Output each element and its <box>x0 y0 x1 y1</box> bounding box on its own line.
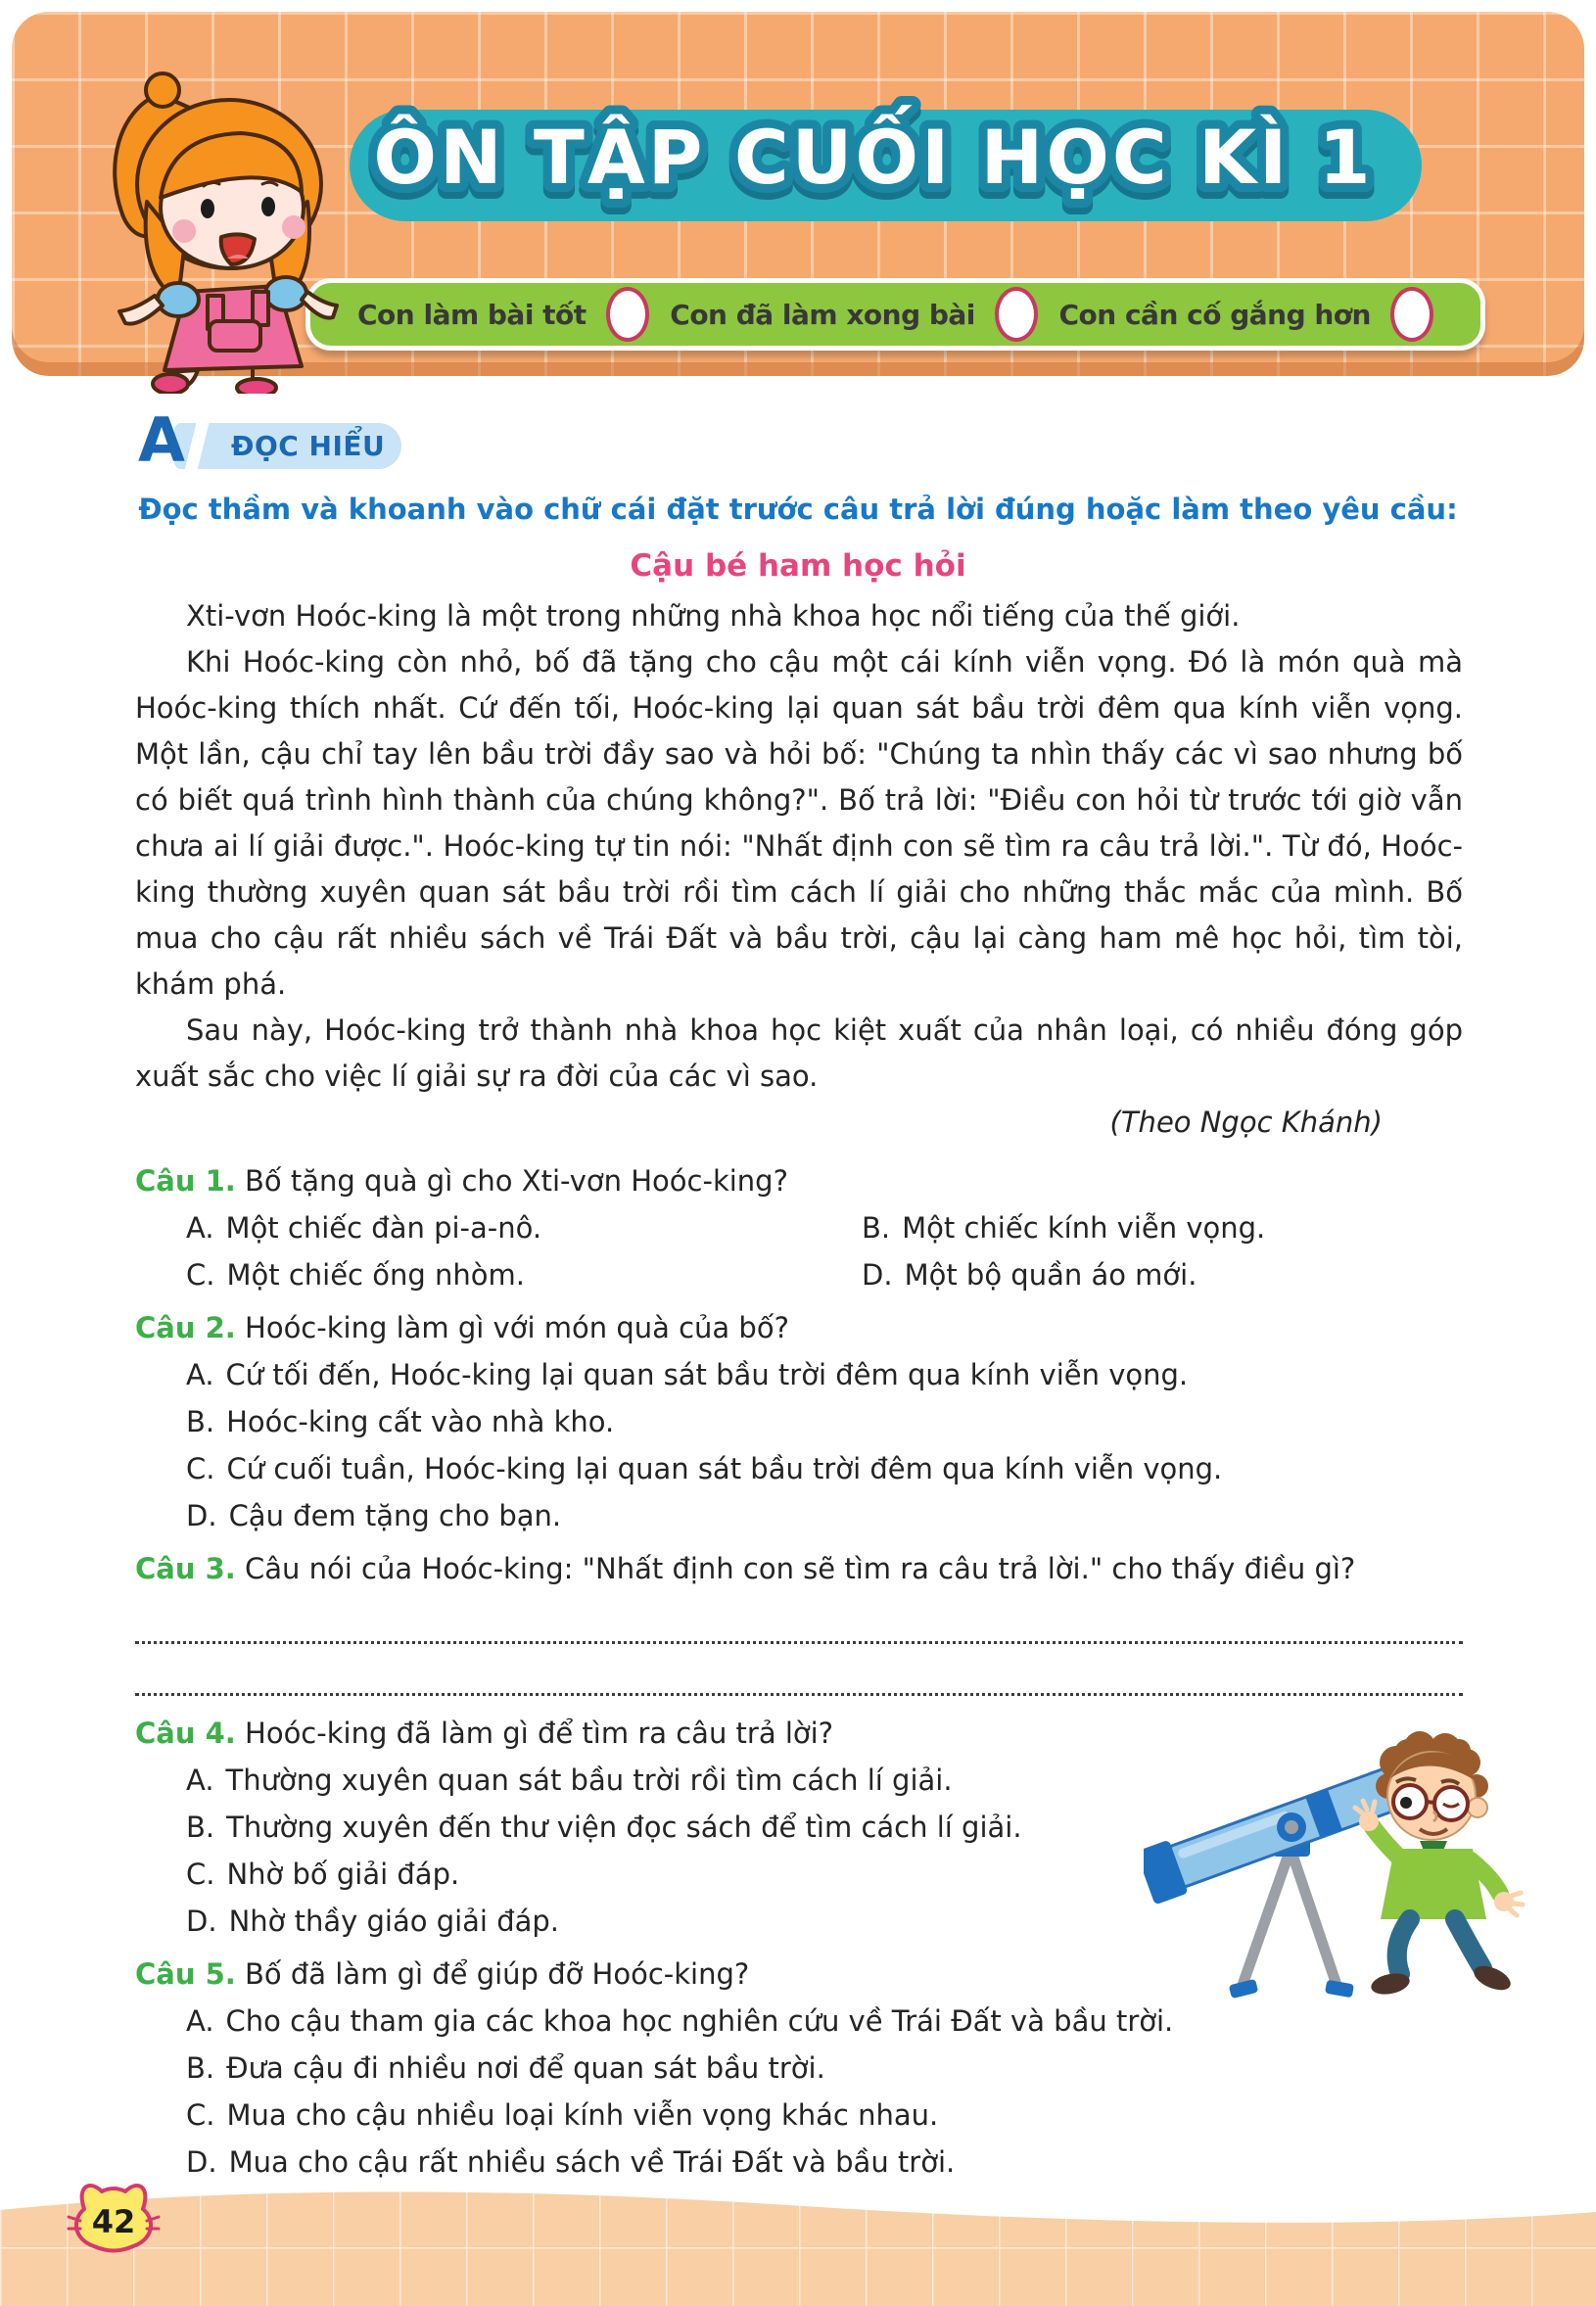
check-item-2 <box>670 287 1038 342</box>
option-text: Một chiếc đàn pi-a-nô. <box>225 1211 542 1245</box>
answer-oval-checkbox[interactable] <box>995 287 1038 342</box>
option-key: A. <box>186 1358 214 1391</box>
section-pill <box>174 423 401 469</box>
option-b[interactable] <box>811 1204 1463 1251</box>
option-key: C. <box>186 1858 215 1891</box>
question-text: Hoóc-king đã làm gì để tìm ra câu trả lời? <box>245 1717 834 1750</box>
option-key: C. <box>186 1452 215 1485</box>
option-c[interactable] <box>135 1445 1463 1492</box>
option-a[interactable] <box>135 1204 811 1251</box>
answer-oval-checkbox[interactable] <box>1390 287 1433 342</box>
option-text: Một chiếc ống nhòm. <box>226 1258 525 1292</box>
option-text: Một chiếc kính viễn vọng. <box>902 1211 1266 1245</box>
section-letter: A <box>138 404 185 476</box>
question-2 <box>135 1304 1463 1539</box>
question-label: Câu 3. <box>135 1552 236 1585</box>
option-key: A. <box>186 1764 214 1797</box>
question-line <box>135 1304 1463 1351</box>
passage-attribution: (Theo Ngọc Khánh) <box>1109 1106 1383 1139</box>
option-a[interactable] <box>135 1351 1463 1398</box>
question-text: Bố tặng quà gì cho Xti-vơn Hoóc-king? <box>245 1164 788 1198</box>
option-text: Cứ cuối tuần, Hoóc-king lại quan sát bầu trời đêm qua kính viễn vọng. <box>226 1452 1223 1485</box>
check-label: Con đã làm xong bài <box>670 298 975 331</box>
option-text: Mua cho cậu rất nhiều sách về Trái Đất và bầu trời. <box>228 2145 956 2179</box>
passage-paragraph: Xti-vơn Hoóc-king là một trong những nhà khoa học nổi tiếng của thế giới. <box>186 599 1241 633</box>
questions <box>135 1157 1463 2191</box>
option-c[interactable] <box>135 1251 811 1298</box>
page-title <box>318 51 1430 266</box>
option-b[interactable] <box>135 2045 1463 2092</box>
option-key: D. <box>186 1499 217 1532</box>
options-list <box>135 1998 1463 2186</box>
instruction-text: Đọc thầm và khoanh vào chữ cái đặt trước câu trả lời đúng hoặc làm theo yêu cầu: <box>138 493 1458 526</box>
question-label: Câu 5. <box>135 1957 236 1991</box>
passage-body <box>135 593 1463 1146</box>
answer-write-line[interactable] <box>135 1654 1463 1696</box>
option-key: B. <box>186 1811 215 1844</box>
progress-check-bar <box>305 278 1485 351</box>
option-key: B. <box>186 1405 215 1438</box>
question-label: Câu 1. <box>135 1164 236 1198</box>
answer-write-line[interactable] <box>135 1602 1463 1644</box>
footer-wave <box>0 2187 1596 2306</box>
options-list <box>135 1204 1463 1298</box>
question-line <box>135 1545 1463 1592</box>
passage-paragraph: Sau này, Hoóc-king trở thành nhà khoa học kiệt xuất của nhân loại, có nhiều đóng góp xuất sắc cho việc lí giải sự ra đời của các vì sao. <box>135 1013 1463 1093</box>
passage-title: Cậu bé ham học hỏi <box>630 548 966 584</box>
option-text: Một bộ quần áo mới. <box>904 1258 1197 1292</box>
page-number: 42 <box>91 2203 136 2240</box>
option-text: Đưa cậu đi nhiều nơi để quan sát bầu trời. <box>226 2051 825 2085</box>
option-key: C. <box>186 1258 215 1292</box>
option-text: Hoóc-king cất vào nhà kho. <box>226 1405 615 1438</box>
option-text: Cho cậu tham gia các khoa học nghiên cứu về Trái Đất và bầu trời. <box>225 2004 1174 2038</box>
question-3 <box>135 1545 1463 1696</box>
passage-paragraph: Khi Hoóc-king còn nhỏ, bố đã tặng cho cậu một cái kính viễn vọng. Đó là món quà mà Hoóc-king thích nhất. Cứ đến tối, Hoóc-king lại quan sát bầu trời đêm qua kính viễn vọng. Một lần, cậu chỉ tay lên bầu trời đầy sao và hỏi bố: "Chúng ta nhìn thấy các vì sao nhưng bố có biết quá trình hình thành của chúng không?". Bố trả lời: "Điều con hỏi từ trước tới giờ vẫn chưa ai lí giải được.". Hoóc-king tự tin nói: "Nhất định con sẽ tìm ra câu trả lời.". Từ đó, Hoóc-king thường xuyên quan sát bầu trời rồi tìm cách lí giải cho những thắc mắc của mình. Bố mua cho cậu rất nhiều sách về Trái Đất và bầu trời, cậu lại càng ham mê học hỏi, tìm tòi, khám phá. <box>135 645 1463 1001</box>
option-key: B. <box>186 2051 215 2085</box>
option-key: B. <box>862 1211 891 1245</box>
question-line <box>135 1157 1463 1204</box>
option-text: Thường xuyên quan sát bầu trời rồi tìm cách lí giải. <box>225 1764 953 1797</box>
cat-page-badge <box>67 2176 161 2256</box>
check-item-1 <box>357 287 649 342</box>
section-title: ĐỌC HIỂU <box>231 430 386 462</box>
option-c[interactable] <box>135 2092 1463 2139</box>
options-list <box>135 1351 1463 1539</box>
question-1 <box>135 1157 1463 1298</box>
option-text: Cậu đem tặng cho bạn. <box>228 1499 562 1532</box>
option-d[interactable] <box>135 2139 1463 2186</box>
option-text: Thường xuyên đến thư viện đọc sách để tìm cách lí giải. <box>226 1811 1022 1844</box>
girl-illustration <box>61 65 364 394</box>
question-text: Bố đã làm gì để giúp đỡ Hoóc-king? <box>245 1957 750 1991</box>
option-d[interactable] <box>811 1251 1463 1298</box>
option-text: Nhờ bố giải đáp. <box>226 1858 460 1891</box>
option-key: C. <box>186 2098 215 2132</box>
telescope-boy-illustration <box>1144 1702 1545 2005</box>
option-key: D. <box>862 1258 893 1292</box>
question-label: Câu 4. <box>135 1717 236 1750</box>
check-item-3 <box>1058 287 1433 342</box>
option-text: Nhờ thầy giáo giải đáp. <box>228 1905 560 1938</box>
option-key: D. <box>186 2145 217 2179</box>
option-key: A. <box>186 2004 214 2038</box>
option-key: A. <box>186 1211 214 1245</box>
answer-oval-checkbox[interactable] <box>606 287 649 342</box>
page-title-text: ÔN TẬP CUỐI HỌC KÌ 1 <box>373 114 1374 201</box>
check-label: Con cần cố gắng hơn <box>1058 298 1371 331</box>
question-text: Câu nói của Hoóc-king: "Nhất định con sẽ tìm ra câu trả lời." cho thấy điều gì? <box>245 1552 1356 1585</box>
option-text: Mua cho cậu nhiều loại kính viễn vọng khác nhau. <box>226 2098 939 2132</box>
option-d[interactable] <box>135 1492 1463 1539</box>
option-text: Cứ tối đến, Hoóc-king lại quan sát bầu trời đêm qua kính viễn vọng. <box>225 1358 1189 1391</box>
question-label: Câu 2. <box>135 1311 236 1344</box>
option-key: D. <box>186 1905 217 1938</box>
option-b[interactable] <box>135 1398 1463 1445</box>
check-label: Con làm bài tốt <box>357 298 587 331</box>
question-text: Hoóc-king làm gì với món quà của bố? <box>245 1311 789 1344</box>
